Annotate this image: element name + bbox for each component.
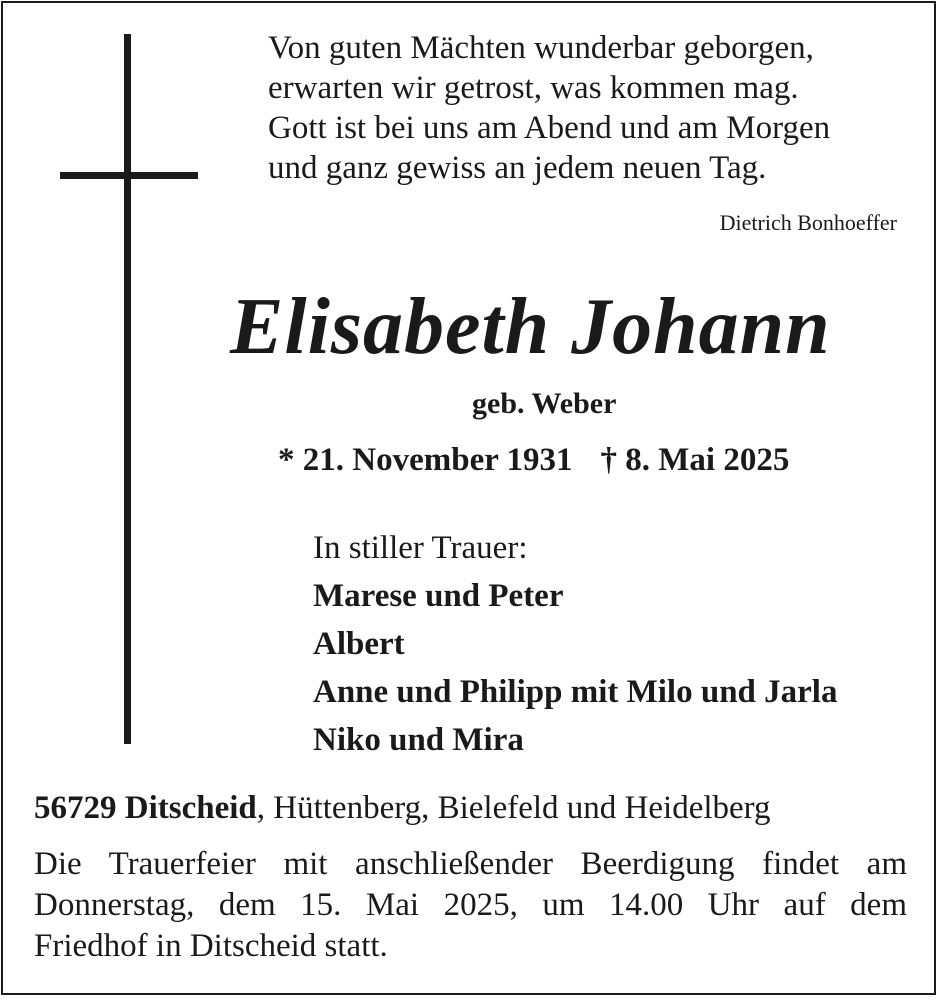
location-others: , Hüttenberg, Bielefeld und Heidelberg bbox=[256, 790, 771, 826]
birth-date: * 21. November 1931 bbox=[278, 442, 573, 478]
poem-quote bbox=[268, 28, 918, 188]
mourners-intro: In stiller Trauer: bbox=[313, 530, 528, 566]
cross-icon-horizontal-beam bbox=[60, 172, 198, 179]
poem-line: Gott ist bei uns am Abend und am Morgen bbox=[268, 110, 831, 146]
funeral-line: Donnerstag, dem 15. Mai 2025, um 14.00 Uhr auf dem bbox=[34, 887, 907, 923]
poem-line: und ganz gewiss an jedem neuen Tag. bbox=[268, 150, 767, 186]
poem-line: erwarten wir getrost, was kommen mag. bbox=[268, 70, 799, 106]
funeral-line: Die Trauerfeier mit anschließender Beerdigung findet am bbox=[34, 846, 907, 882]
deceased-name: Elisabeth Johann bbox=[230, 283, 831, 371]
funeral-info bbox=[34, 844, 907, 967]
death-date: † 8. Mai 2025 bbox=[600, 442, 790, 478]
birth-name: geb. Weber bbox=[472, 387, 617, 420]
mourner-name: Niko und Mira bbox=[313, 722, 524, 758]
mourner-name: Anne und Philipp mit Milo und Jarla bbox=[313, 674, 838, 710]
mourners-block bbox=[313, 524, 837, 764]
life-dates bbox=[278, 442, 789, 479]
poem-line: Von guten Mächten wunderbar geborgen, bbox=[268, 30, 814, 66]
funeral-line: Friedhof in Ditscheid statt. bbox=[34, 928, 388, 964]
location-main: 56729 Ditscheid bbox=[34, 790, 257, 826]
cross-icon-vertical-beam bbox=[124, 34, 131, 744]
location-line bbox=[34, 790, 771, 827]
mourner-name: Marese und Peter bbox=[313, 578, 564, 614]
poem-author: Dietrich Bonhoeffer bbox=[719, 210, 897, 235]
mourner-name: Albert bbox=[313, 626, 405, 662]
